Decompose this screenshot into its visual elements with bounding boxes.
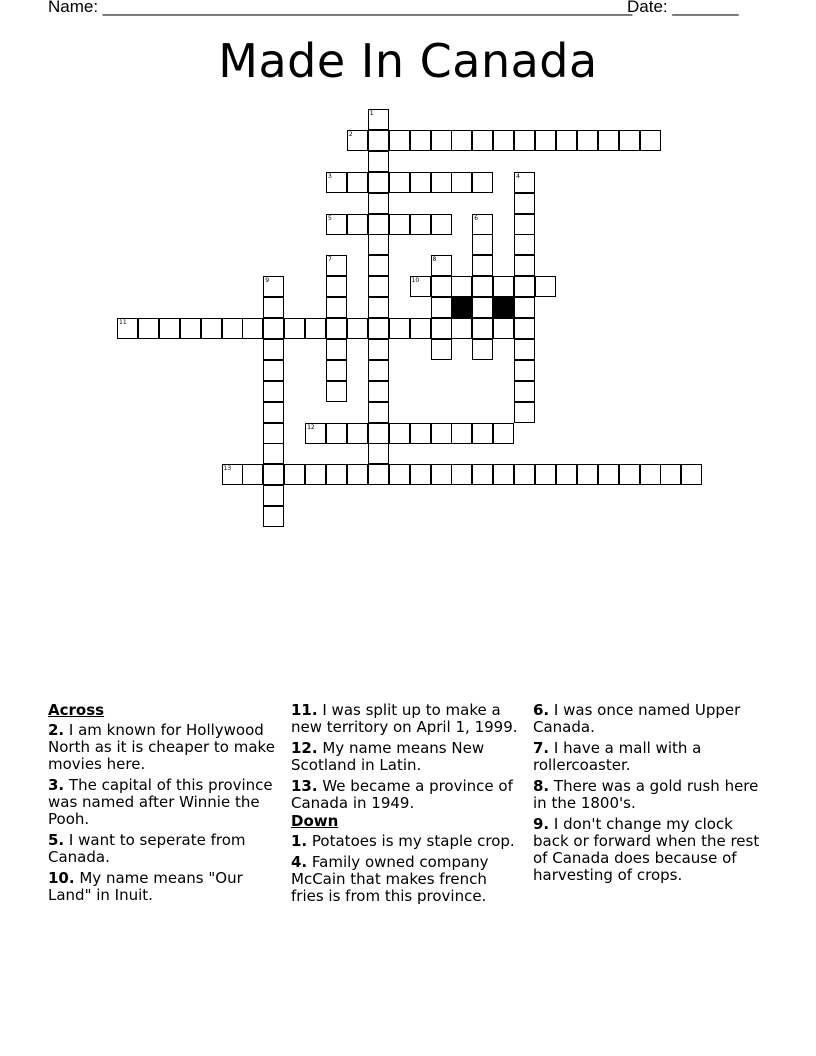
crossword-cell[interactable] <box>472 214 493 235</box>
down-heading: Down <box>291 812 339 830</box>
crossword-cell[interactable] <box>263 381 284 402</box>
crossword-cell[interactable] <box>326 381 347 402</box>
crossword-cell[interactable] <box>514 402 535 423</box>
clue-across-3: 3. The capital of this province was named after Winnie the Pooh. <box>48 776 273 828</box>
crossword-cell[interactable] <box>305 464 326 485</box>
crossword-cell[interactable] <box>472 339 493 360</box>
crossword-cell[interactable] <box>514 297 535 318</box>
clue-across-5: 5. I want to seperate from Canada. <box>48 831 246 866</box>
crossword-cell[interactable] <box>472 423 493 444</box>
crossword-cell[interactable] <box>472 130 493 151</box>
crossword-cell[interactable] <box>263 423 284 444</box>
crossword-cell[interactable] <box>368 214 389 235</box>
crossword-cell[interactable] <box>451 423 472 444</box>
crossword-black-cell <box>493 297 514 318</box>
crossword-cell[interactable] <box>263 485 284 506</box>
clue-number: 7 <box>328 256 332 264</box>
crossword-cell[interactable] <box>368 318 389 339</box>
crossword-cell[interactable] <box>368 276 389 297</box>
crossword-cell[interactable] <box>180 318 201 339</box>
crossword-cell[interactable] <box>535 276 556 297</box>
crossword-cell[interactable] <box>577 464 598 485</box>
crossword-cell[interactable] <box>263 464 284 485</box>
crossword-cell[interactable] <box>472 297 493 318</box>
crossword-cell[interactable] <box>263 443 284 464</box>
crossword-cell[interactable] <box>431 255 452 276</box>
clue-down-7: 7. I have a mall with a rollercoaster. <box>533 739 702 774</box>
clue-number: 3 <box>328 172 332 180</box>
crossword-cell[interactable] <box>431 172 452 193</box>
crossword-cell[interactable] <box>514 276 535 297</box>
crossword-cell[interactable] <box>410 276 431 297</box>
crossword-cell[interactable] <box>222 318 243 339</box>
crossword-cell[interactable] <box>514 172 535 193</box>
crossword-cell[interactable] <box>472 234 493 255</box>
crossword-cell[interactable] <box>326 255 347 276</box>
crossword-cell[interactable] <box>326 276 347 297</box>
crossword-cell[interactable] <box>389 130 410 151</box>
crossword-cell[interactable] <box>535 464 556 485</box>
crossword-cell[interactable] <box>263 360 284 381</box>
crossword-cell[interactable] <box>431 318 452 339</box>
crossword-cell[interactable] <box>410 423 431 444</box>
clue-down-8: 8. There was a gold rush here in the 1800's. <box>533 777 759 812</box>
crossword-cell[interactable] <box>514 255 535 276</box>
crossword-cell[interactable] <box>368 130 389 151</box>
crossword-cell[interactable] <box>472 464 493 485</box>
clue-down-4: 4. Family owned company McCain that makes french fries is from this province. <box>291 853 489 905</box>
crossword-cell[interactable] <box>451 464 472 485</box>
crossword-cell[interactable] <box>242 464 263 485</box>
crossword-cell[interactable] <box>389 318 410 339</box>
crossword-cell[interactable] <box>472 276 493 297</box>
crossword-cell[interactable] <box>451 318 472 339</box>
crossword-cell[interactable] <box>368 360 389 381</box>
crossword-cell[interactable] <box>431 214 452 235</box>
crossword-cell[interactable] <box>619 130 640 151</box>
clue-number: 9 <box>265 277 270 285</box>
crossword-cell[interactable] <box>326 214 347 235</box>
crossword-cell[interactable] <box>514 234 535 255</box>
crossword-cell[interactable] <box>305 423 326 444</box>
crossword-cell[interactable] <box>263 276 284 297</box>
across-heading: Across <box>48 701 105 719</box>
crossword-cell[interactable] <box>389 214 410 235</box>
clue-number: 10 <box>411 277 420 285</box>
worksheet-header <box>48 0 768 19</box>
crossword-cell[interactable] <box>138 318 159 339</box>
crossword-cell[interactable] <box>451 130 472 151</box>
crossword-cell[interactable] <box>556 130 577 151</box>
clue-across-13: 13. We became a province of Canada in 1949. <box>291 777 513 812</box>
crossword-cell[interactable] <box>368 443 389 464</box>
clue-number: 12 <box>307 423 315 431</box>
crossword-cell[interactable] <box>410 172 431 193</box>
crossword-cell[interactable] <box>451 172 472 193</box>
crossword-cell[interactable] <box>389 423 410 444</box>
crossword-cell[interactable] <box>514 339 535 360</box>
crossword-cell[interactable] <box>493 276 514 297</box>
crossword-cell[interactable] <box>368 381 389 402</box>
clue-number: 5 <box>328 214 332 222</box>
crossword-cell[interactable] <box>431 297 452 318</box>
crossword-cell[interactable] <box>514 318 535 339</box>
crossword-cell[interactable] <box>347 130 368 151</box>
crossword-cell[interactable] <box>598 130 619 151</box>
crossword-cell[interactable] <box>493 318 514 339</box>
crossword-black-cell <box>451 297 472 318</box>
crossword-cell[interactable] <box>472 255 493 276</box>
crossword-cell[interactable] <box>514 214 535 235</box>
crossword-cell[interactable] <box>514 464 535 485</box>
crossword-cell[interactable] <box>326 297 347 318</box>
crossword-cell[interactable] <box>410 214 431 235</box>
crossword-cell[interactable] <box>368 339 389 360</box>
crossword-cell[interactable] <box>514 360 535 381</box>
crossword-cell[interactable] <box>347 318 368 339</box>
crossword-cell[interactable] <box>431 130 452 151</box>
crossword-cell[interactable] <box>368 172 389 193</box>
crossword-cell[interactable] <box>326 318 347 339</box>
crossword-cell[interactable] <box>431 339 452 360</box>
crossword-cell[interactable] <box>535 130 556 151</box>
clue-number: 13 <box>223 465 232 473</box>
crossword-cell[interactable] <box>368 151 389 172</box>
crossword-cell[interactable] <box>263 318 284 339</box>
crossword-cell[interactable] <box>305 318 326 339</box>
clues-column-2 <box>291 702 519 909</box>
crossword-cell[interactable] <box>368 402 389 423</box>
clue-number: 6 <box>474 214 479 222</box>
clue-number: 2 <box>348 130 353 138</box>
name-field-label: Name: ________________________________________________________ <box>48 0 633 16</box>
crossword-cell[interactable] <box>347 172 368 193</box>
clue-across-12: 12. My name means New Scotland in Latin. <box>291 739 485 774</box>
crossword-cell[interactable] <box>472 172 493 193</box>
crossword-cell[interactable] <box>577 130 598 151</box>
crossword-cell[interactable] <box>263 297 284 318</box>
crossword-cell[interactable] <box>493 423 514 444</box>
clues-column-1 <box>48 702 276 908</box>
page-title: Made In Canada <box>218 34 598 88</box>
crossword-cell[interactable] <box>640 130 661 151</box>
crossword-cell[interactable] <box>347 464 368 485</box>
date-field-label: Date: _______ <box>627 0 739 16</box>
clue-number: 8 <box>432 256 437 264</box>
crossword-cell[interactable] <box>159 318 180 339</box>
crossword-cell[interactable] <box>389 464 410 485</box>
crossword-cell[interactable] <box>619 464 640 485</box>
crossword-cell[interactable] <box>368 297 389 318</box>
crossword-cell[interactable] <box>368 423 389 444</box>
crossword-cell[interactable] <box>431 464 452 485</box>
crossword-cell[interactable] <box>640 464 661 485</box>
clue-across-2: 2. I am known for Hollywood North as it is cheaper to make movies here. <box>48 721 275 773</box>
crossword-cell[interactable] <box>368 255 389 276</box>
clue-down-9: 9. I don't change my clock back or forward when the rest of Canada does because of harvesting of crops. <box>533 815 760 884</box>
crossword-cell[interactable] <box>451 276 472 297</box>
crossword-cell[interactable] <box>598 464 619 485</box>
crossword-cell[interactable] <box>368 464 389 485</box>
crossword-cell[interactable] <box>368 109 389 130</box>
clue-across-11: 11. I was split up to make a new territory on April 1, 1999. <box>291 701 518 736</box>
crossword-cell[interactable] <box>368 234 389 255</box>
crossword-cell[interactable] <box>410 464 431 485</box>
crossword-cell[interactable] <box>493 130 514 151</box>
crossword-cell[interactable] <box>263 402 284 423</box>
crossword-cell[interactable] <box>660 464 681 485</box>
crossword-cell[interactable] <box>514 193 535 214</box>
crossword-cell[interactable] <box>514 130 535 151</box>
crossword-cell[interactable] <box>284 464 305 485</box>
crossword-cell[interactable] <box>201 318 222 339</box>
crossword-cell[interactable] <box>242 318 263 339</box>
crossword-cell[interactable] <box>472 318 493 339</box>
crossword-cell[interactable] <box>326 172 347 193</box>
crossword-cell[interactable] <box>556 464 577 485</box>
clue-across-10: 10. My name means "Our Land" in Inuit. <box>48 869 243 904</box>
crossword-cell[interactable] <box>514 381 535 402</box>
clue-number: 4 <box>516 172 520 180</box>
crossword-cell[interactable] <box>410 318 431 339</box>
crossword-cell[interactable] <box>117 318 138 339</box>
crossword-cell[interactable] <box>410 130 431 151</box>
crossword-cell[interactable] <box>431 276 452 297</box>
clue-number: 1 <box>369 110 374 117</box>
crossword-cell[interactable] <box>284 318 305 339</box>
crossword-cell[interactable] <box>326 360 347 381</box>
crossword-cell[interactable] <box>431 423 452 444</box>
crossword-cell[interactable] <box>222 464 243 485</box>
clue-down-6: 6. I was once named Upper Canada. <box>533 701 741 736</box>
clues-column-3 <box>533 702 773 888</box>
crossword-cell[interactable] <box>326 339 347 360</box>
crossword-cell[interactable] <box>347 214 368 235</box>
crossword-cell[interactable] <box>326 423 347 444</box>
crossword-cell[interactable] <box>263 506 284 527</box>
crossword-cell[interactable] <box>681 464 702 485</box>
crossword-cell[interactable] <box>347 423 368 444</box>
crossword-cell[interactable] <box>326 464 347 485</box>
crossword-cell[interactable] <box>263 339 284 360</box>
crossword-cell[interactable] <box>389 172 410 193</box>
clue-down-1: 1. Potatoes is my staple crop. <box>291 832 515 850</box>
crossword-cell[interactable] <box>493 464 514 485</box>
crossword-cell[interactable] <box>368 193 389 214</box>
clue-number: 11 <box>119 319 127 326</box>
